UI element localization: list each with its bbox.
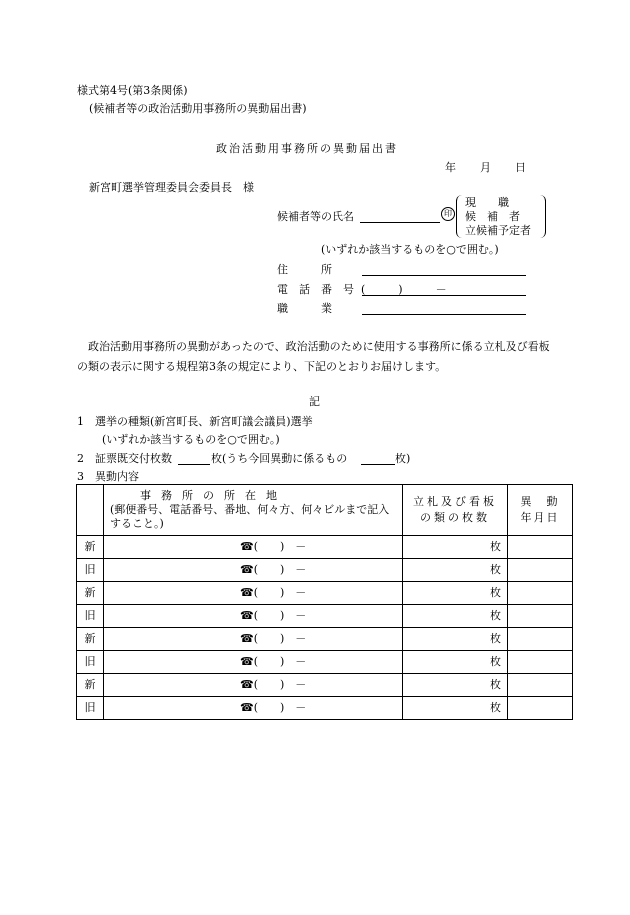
status-options [456, 195, 546, 238]
row-phone: ☎( ) － [240, 701, 307, 715]
row-date-cell[interactable] [508, 674, 573, 697]
phone-format: ( ) － [361, 283, 447, 296]
row-kind: 新 [77, 674, 104, 697]
table-row [77, 674, 573, 697]
row-phone: ☎( ) － [240, 678, 307, 692]
date-month: 月 [480, 161, 491, 174]
row-kind: 新 [77, 536, 104, 559]
form-number: 様式第4号(第3条関係) [77, 84, 188, 97]
row-count-cell[interactable]: 枚 [403, 536, 508, 559]
seal-mark: 印 [441, 207, 455, 221]
body-text: 政治活動用事務所の異動があったので、政治活動のために使用する事務所に係る立札及び看板の類の表示に関する規程第3条の規定により、下記のとおりお届けします。 [77, 340, 550, 373]
ki-heading: 記 [309, 395, 320, 408]
status-candidate[interactable]: 候 補 者 [465, 210, 520, 223]
row-date-cell[interactable] [508, 628, 573, 651]
row-date-cell[interactable] [508, 651, 573, 674]
table-row [77, 628, 573, 651]
row-date-cell[interactable] [508, 605, 573, 628]
item-issued-end: 枚) [395, 452, 411, 465]
table-row [77, 651, 573, 674]
row-address-cell[interactable] [104, 674, 403, 697]
circle-note: (いずれか該当するものを○で囲む。) [321, 243, 499, 256]
item-election-note: (いずれか該当するものを○で囲む。) [102, 433, 280, 446]
row-kind: 旧 [77, 697, 104, 720]
occupation-field[interactable] [362, 314, 526, 315]
header-address-title: 事務所の所在地 [140, 489, 287, 503]
row-date-cell[interactable] [508, 559, 573, 582]
row-date-cell[interactable] [508, 582, 573, 605]
header-count-cell [403, 485, 508, 536]
header-date-line1: 異 動 [520, 494, 560, 508]
name-field[interactable] [360, 222, 440, 223]
row-phone: ☎( ) － [240, 609, 307, 623]
row-count-cell[interactable]: 枚 [403, 582, 508, 605]
table-row [77, 536, 573, 559]
table-row [77, 559, 573, 582]
row-phone: ☎( ) － [240, 540, 307, 554]
header-date-line2: 年月日 [520, 511, 560, 524]
date-day: 日 [515, 161, 526, 174]
row-count-cell[interactable]: 枚 [403, 674, 508, 697]
row-kind: 新 [77, 628, 104, 651]
row-kind: 旧 [77, 651, 104, 674]
row-address-cell[interactable] [104, 697, 403, 720]
status-incumbent[interactable]: 現 職 [465, 196, 509, 209]
header-address-note: (郵便番号、電話番号、番地、何々方、何々ビルまで記入すること。) [110, 503, 390, 530]
row-phone: ☎( ) － [240, 655, 307, 669]
phone-label: 電 話 番 号 [277, 283, 354, 296]
row-date-cell[interactable] [508, 697, 573, 720]
date-year: 年 [445, 161, 456, 174]
row-count-cell[interactable]: 枚 [403, 605, 508, 628]
header-count-line1: 立札及び看板 [413, 494, 497, 508]
row-phone: ☎( ) － [240, 632, 307, 646]
change-table [76, 484, 573, 720]
row-count-cell[interactable]: 枚 [403, 697, 508, 720]
row-phone: ☎( ) － [240, 563, 307, 577]
row-kind: 旧 [77, 559, 104, 582]
name-label: 候補者等の氏名 [277, 210, 354, 223]
item-issued-label: 2 証票既交付枚数 [77, 452, 172, 465]
phone-field[interactable] [362, 295, 526, 296]
row-address-cell[interactable] [104, 559, 403, 582]
row-count-cell[interactable]: 枚 [403, 628, 508, 651]
row-address-cell[interactable] [104, 536, 403, 559]
issued-count-field[interactable] [178, 464, 210, 465]
form-subtitle: (候補者等の政治活動用事務所の異動届出書) [89, 102, 307, 115]
address-label: 住 所 [277, 263, 332, 276]
header-kind-cell [77, 485, 104, 536]
address-field[interactable] [362, 275, 526, 276]
table-row [77, 605, 573, 628]
row-kind: 新 [77, 582, 104, 605]
table-row [77, 697, 573, 720]
addressee: 新宮町選挙管理委員会委員長 様 [89, 181, 254, 194]
item-issued-mid: 枚(うち今回異動に係るもの [211, 452, 348, 465]
row-address-cell[interactable] [104, 651, 403, 674]
header-date-cell [508, 485, 573, 536]
occupation-label: 職 業 [277, 302, 332, 315]
header-count-line2: の類の枚数 [420, 511, 490, 524]
item-change-details: 3 異動内容 [77, 470, 139, 483]
row-kind: 旧 [77, 605, 104, 628]
header-address-cell [104, 485, 403, 536]
row-address-cell[interactable] [104, 582, 403, 605]
status-prospective[interactable]: 立候補予定者 [465, 224, 531, 237]
row-count-cell[interactable]: 枚 [403, 559, 508, 582]
document-title: 政治活動用事務所の異動届出書 [216, 142, 398, 155]
table-header-row [77, 485, 573, 536]
row-phone: ☎( ) － [240, 586, 307, 600]
item-election-type: 1 選挙の種類(新宮町長、新宮町議会議員)選挙 [77, 415, 313, 428]
row-address-cell[interactable] [104, 605, 403, 628]
changed-count-field[interactable] [361, 464, 395, 465]
table-row [77, 582, 573, 605]
row-date-cell[interactable] [508, 536, 573, 559]
row-count-cell[interactable]: 枚 [403, 651, 508, 674]
row-address-cell[interactable] [104, 628, 403, 651]
